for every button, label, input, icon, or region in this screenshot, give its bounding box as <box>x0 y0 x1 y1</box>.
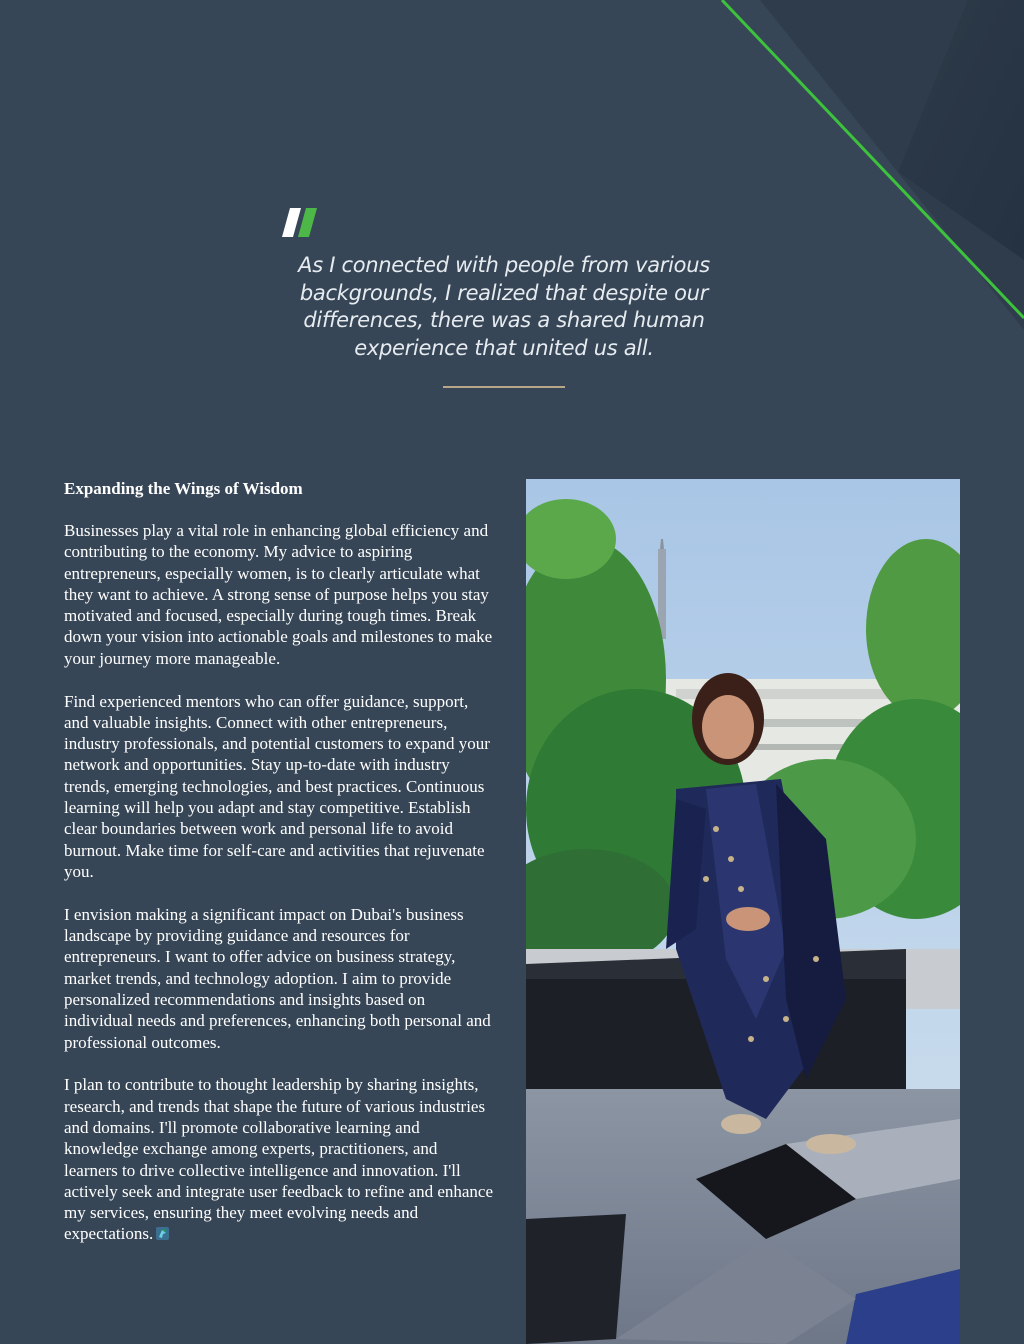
article-paragraph-text: I plan to contribute to thought leadership by sharing insights, research, and trends that shape the future of various industries and domains. I'll promote collaborative learning and knowledge exchange among experts, practitioners, and learners to drive collective intelligence and innovation. I'll actively seek and integrate user feedback to refine and enhance my services, ensuring they meet evolving needs and expectations. <box>64 1075 494 1244</box>
pull-quote-text: As I connected with people from various backgrounds, I realized that despite our differences, there was a shared human experience that united us all. <box>298 253 710 360</box>
article-paragraph: Businesses play a vital role in enhancing global efficiency and contributing to the economy. My advice to aspiring entrepreneurs, especially women, is to clearly articulate what they want to achieve. A strong sense of purpose helps you stay motivated and focused, especially during tough times. Break down your vision into actionable goals and milestones to make your journey more manageable. <box>64 521 493 668</box>
portrait-photo <box>526 479 960 1344</box>
article-body <box>64 478 494 1266</box>
article-heading: Expanding the Wings of Wisdom <box>64 479 303 498</box>
article-paragraph: I envision making a significant impact on Dubai's business landscape by providing guidance and resources for entrepreneurs. I want to offer advice on business strategy, market trends, and technology adoption. I aim to provide personalized recommendations and insights based on individual needs and preferences, enhancing both personal and professional outcomes. <box>64 904 491 1052</box>
bird-emoji-icon <box>156 1227 169 1240</box>
article-paragraph: Find experienced mentors who can offer guidance, support, and valuable insights. Connect with other entrepreneurs, industry professionals, and potential customers to expand your network and opportunities. Stay up-to-date with industry trends, emerging technologies, and best practices. Continuous learning will help you adapt and stay competitive. Establish clear boundaries between work and personal life to avoid burnout. Make time for self-care and activities that rejuvenate you. <box>64 691 490 881</box>
quote-divider <box>443 386 565 388</box>
quote-mark-icon <box>282 206 322 240</box>
article-paragraph <box>64 1074 494 1244</box>
